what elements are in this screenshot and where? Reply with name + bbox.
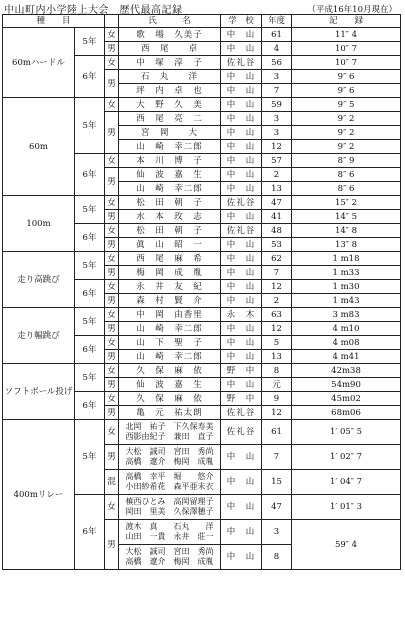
- year-cell: 56: [262, 56, 292, 70]
- year-cell: 3: [262, 126, 292, 140]
- grade-cell: 6年: [75, 336, 105, 364]
- sex-cell: 男: [105, 350, 119, 364]
- school-cell: 中 山: [221, 84, 262, 98]
- sex-cell: 女: [105, 56, 119, 70]
- grade-cell: 5年: [75, 196, 105, 224]
- record-cell: 1′ 01″ 3: [292, 495, 401, 520]
- year-cell: 12: [262, 140, 292, 154]
- grade-cell: 6年: [75, 224, 105, 252]
- sex-cell: 男: [105, 70, 119, 98]
- record-cell: 9″ 6: [292, 84, 401, 98]
- school-cell: 中 山: [221, 238, 262, 252]
- sex-cell: 女: [105, 495, 119, 520]
- header-record: 記 録: [292, 15, 401, 28]
- sex-cell: 女: [105, 308, 119, 322]
- name-cell: 亀 元 祐太朗: [119, 406, 221, 420]
- name-cell: 仙 波 嘉 生: [119, 168, 221, 182]
- header-event: 種 目: [3, 15, 105, 28]
- record-cell: 9″ 2: [292, 112, 401, 126]
- record-cell: 10″ 7: [292, 42, 401, 56]
- event-cell: 走り高跳び: [3, 252, 75, 308]
- school-cell: 中 山: [221, 495, 262, 520]
- event-cell: 60mハードル: [3, 28, 75, 98]
- record-cell: 4 m10: [292, 322, 401, 336]
- school-cell: 中 山: [221, 545, 262, 570]
- name-cell: 宮 岡 大: [119, 126, 221, 140]
- year-cell: 5: [262, 336, 292, 350]
- grade-cell: 5年: [75, 364, 105, 392]
- sex-cell: 女: [105, 154, 119, 168]
- record-cell: 59″ 4: [292, 520, 401, 570]
- event-cell: 400mリレー: [3, 420, 75, 570]
- name-cell: 眞 山 昭 一: [119, 238, 221, 252]
- year-cell: 元: [262, 378, 292, 392]
- grade-cell: 5年: [75, 252, 105, 280]
- school-cell: 中 山: [221, 350, 262, 364]
- sex-cell: 男: [105, 168, 119, 196]
- grade-cell: 5年: [75, 98, 105, 154]
- name-cell: 森 村 賢 介: [119, 294, 221, 308]
- year-cell: 53: [262, 238, 292, 252]
- name-cell: 西 尾 麻 希: [119, 252, 221, 266]
- sex-cell: 男: [105, 238, 119, 252]
- sex-cell: 女: [105, 392, 119, 406]
- record-cell: 9″ 2: [292, 126, 401, 140]
- table-row: [3, 308, 401, 322]
- record-cell: 4 m08: [292, 336, 401, 350]
- year-cell: 13: [262, 182, 292, 196]
- sex-cell: 女: [105, 252, 119, 266]
- sex-cell: 混: [105, 470, 119, 495]
- school-cell: 佐礼谷: [221, 420, 262, 445]
- school-cell: 中 山: [221, 98, 262, 112]
- school-cell: 中 山: [221, 154, 262, 168]
- year-cell: 61: [262, 28, 292, 42]
- record-cell: 8″ 6: [292, 182, 401, 196]
- school-cell: 佐礼谷: [221, 196, 262, 210]
- sex-cell: 男: [105, 322, 119, 336]
- school-cell: 中 山: [221, 470, 262, 495]
- school-cell: 中 山: [221, 140, 262, 154]
- sex-cell: 男: [105, 42, 119, 56]
- event-cell: 走り幅跳び: [3, 308, 75, 364]
- year-cell: 12: [262, 322, 292, 336]
- school-cell: 中 山: [221, 42, 262, 56]
- name-cell: 水 本 玫 志: [119, 210, 221, 224]
- year-cell: 2: [262, 294, 292, 308]
- sex-cell: 女: [105, 224, 119, 238]
- year-cell: 61: [262, 420, 292, 445]
- relay-names-line: 西影由紀子 兼田 直子: [125, 432, 214, 441]
- name-cell: 西 尾 亮 二: [119, 112, 221, 126]
- header-sex: [105, 15, 119, 28]
- relay-names-line: 高橋 遼介 梅岡 成胤: [125, 557, 214, 566]
- name-cell: 歌 場 久美子: [119, 28, 221, 42]
- relay-names-cell: [119, 420, 221, 445]
- relay-names-cell: [119, 445, 221, 470]
- page-title: 中山町内小学陸上大会 歴代最高記録: [4, 5, 183, 16]
- sex-cell: 男: [105, 266, 119, 280]
- name-cell: 大 野 久 美: [119, 98, 221, 112]
- school-cell: 中 山: [221, 112, 262, 126]
- name-cell: 山 崎 幸二郎: [119, 322, 221, 336]
- record-cell: 10″ 7: [292, 56, 401, 70]
- record-cell: 42m38: [292, 364, 401, 378]
- table-row: [3, 364, 401, 378]
- name-cell: 久 保 麻 依: [119, 392, 221, 406]
- record-cell: 11″ 4: [292, 28, 401, 42]
- name-cell: 西 尾 卓: [119, 42, 221, 56]
- table-row: [3, 420, 401, 445]
- header-name: 氏 名: [119, 15, 221, 28]
- name-cell: 久 保 麻 依: [119, 364, 221, 378]
- school-cell: 中 山: [221, 70, 262, 84]
- header-row: [3, 15, 401, 28]
- name-cell: 松 田 朝 子: [119, 224, 221, 238]
- sex-cell: 女: [105, 336, 119, 350]
- record-cell: 9″ 5: [292, 98, 401, 112]
- record-cell: 1′ 04″ 7: [292, 470, 401, 495]
- relay-names-line: 高橋 遼介 梅岡 成胤: [125, 457, 214, 466]
- sex-cell: 女: [105, 420, 119, 445]
- as-of-note: （平成16年10月現在）: [307, 5, 397, 15]
- relay-names-line: 大松 誠司 宮田 秀尚: [125, 547, 214, 556]
- year-cell: 3: [262, 112, 292, 126]
- sex-cell: 女: [105, 98, 119, 112]
- year-cell: 7: [262, 266, 292, 280]
- school-cell: 中 山: [221, 266, 262, 280]
- year-cell: 57: [262, 154, 292, 168]
- grade-cell: 6年: [75, 154, 105, 196]
- record-cell: 1 m30: [292, 280, 401, 294]
- grade-cell: 5年: [75, 308, 105, 336]
- school-cell: 中 山: [221, 336, 262, 350]
- record-cell: 15″ 2: [292, 196, 401, 210]
- record-cell: 4 m41: [292, 350, 401, 364]
- record-cell: 68m06: [292, 406, 401, 420]
- record-cell: 14″ 5: [292, 210, 401, 224]
- sex-cell: 男: [105, 112, 119, 154]
- name-cell: 永 井 友 紀: [119, 280, 221, 294]
- year-cell: 63: [262, 308, 292, 322]
- name-cell: 松 田 朝 子: [119, 196, 221, 210]
- school-cell: 中 山: [221, 322, 262, 336]
- school-cell: 中 山: [221, 280, 262, 294]
- sex-cell: 女: [105, 364, 119, 378]
- year-cell: 47: [262, 495, 292, 520]
- year-cell: 12: [262, 280, 292, 294]
- event-cell: ソフトボール投げ: [3, 364, 75, 420]
- grade-cell: 5年: [75, 420, 105, 495]
- relay-names-line: 高橋 幸平 堀 悠介: [125, 472, 214, 481]
- record-cell: 54m90: [292, 378, 401, 392]
- year-cell: 59: [262, 98, 292, 112]
- school-cell: 野 中: [221, 392, 262, 406]
- name-cell: 山 下 聖 子: [119, 336, 221, 350]
- school-cell: 中 山: [221, 445, 262, 470]
- school-cell: 中 山: [221, 378, 262, 392]
- school-cell: 中 山: [221, 252, 262, 266]
- record-cell: 9″ 6: [292, 70, 401, 84]
- table-row: [3, 252, 401, 266]
- record-cell: 45m02: [292, 392, 401, 406]
- header-year: 年度: [262, 15, 292, 28]
- school-cell: 佐礼谷: [221, 56, 262, 70]
- year-cell: 7: [262, 84, 292, 98]
- record-cell: 1 m43: [292, 294, 401, 308]
- school-cell: 永 木: [221, 308, 262, 322]
- year-cell: 41: [262, 210, 292, 224]
- grade-cell: 5年: [75, 28, 105, 56]
- year-cell: 48: [262, 224, 292, 238]
- relay-names-line: 渡木 真 石丸 洋: [125, 522, 214, 531]
- year-cell: 8: [262, 364, 292, 378]
- relay-names-cell: [119, 495, 221, 520]
- record-cell: 1 m33: [292, 266, 401, 280]
- name-cell: 中 塚 淳 子: [119, 56, 221, 70]
- name-cell: 山 崎 幸二郎: [119, 350, 221, 364]
- event-cell: 100m: [3, 196, 75, 252]
- record-cell: 8″ 9: [292, 154, 401, 168]
- record-cell: 9″ 2: [292, 140, 401, 154]
- record-cell: 14″ 8: [292, 224, 401, 238]
- school-cell: 中 山: [221, 520, 262, 545]
- year-cell: 9: [262, 392, 292, 406]
- name-cell: 梅 岡 成 胤: [119, 266, 221, 280]
- year-cell: 2: [262, 168, 292, 182]
- relay-names-line: 槙西ひとみ 高岡留理子: [125, 497, 214, 506]
- year-cell: 15: [262, 470, 292, 495]
- grade-cell: 6年: [75, 495, 105, 570]
- school-cell: 中 山: [221, 210, 262, 224]
- year-cell: 7: [262, 445, 292, 470]
- name-cell: 山 崎 幸二郎: [119, 140, 221, 154]
- record-cell: 1′ 05″ 5: [292, 420, 401, 445]
- name-cell: 石 丸 洋: [119, 70, 221, 84]
- sex-cell: 男: [105, 294, 119, 308]
- grade-cell: 6年: [75, 392, 105, 420]
- year-cell: 3: [262, 520, 292, 545]
- record-cell: 8″ 6: [292, 168, 401, 182]
- sex-cell: 女: [105, 28, 119, 42]
- sex-cell: 男: [105, 210, 119, 224]
- relay-names-line: 小田紗希花 森平亜未衣: [125, 482, 214, 491]
- name-cell: 本 川 博 子: [119, 154, 221, 168]
- relay-names-line: 山田 一貴 永井 莊一: [125, 532, 214, 541]
- sex-cell: 女: [105, 196, 119, 210]
- record-cell: 3 m83: [292, 308, 401, 322]
- table-row: [3, 28, 401, 42]
- year-cell: 47: [262, 196, 292, 210]
- school-cell: 佐礼谷: [221, 224, 262, 238]
- year-cell: 4: [262, 42, 292, 56]
- sex-cell: 男: [105, 520, 119, 570]
- table-row: [3, 98, 401, 112]
- year-cell: 3: [262, 70, 292, 84]
- school-cell: 中 山: [221, 28, 262, 42]
- name-cell: 仙 波 嘉 生: [119, 378, 221, 392]
- record-cell: 1 m18: [292, 252, 401, 266]
- sex-cell: 男: [105, 406, 119, 420]
- record-cell: 1′ 02″ 7: [292, 445, 401, 470]
- relay-names-line: 大松 誠司 宮田 秀尚: [125, 447, 214, 456]
- school-cell: 佐礼谷: [221, 406, 262, 420]
- relay-names-line: 岡田 里美 久保澤穂子: [125, 507, 214, 516]
- relay-names-cell: [119, 520, 221, 545]
- sex-cell: 男: [105, 445, 119, 470]
- record-cell: 13″ 8: [292, 238, 401, 252]
- sex-cell: 男: [105, 378, 119, 392]
- grade-cell: 6年: [75, 56, 105, 98]
- grade-cell: 6年: [75, 280, 105, 308]
- name-cell: 坪 内 卓 也: [119, 84, 221, 98]
- school-cell: 中 山: [221, 182, 262, 196]
- name-cell: 山 崎 幸二郎: [119, 182, 221, 196]
- year-cell: 62: [262, 252, 292, 266]
- relay-names-cell: [119, 470, 221, 495]
- event-cell: 60m: [3, 98, 75, 196]
- year-cell: 13: [262, 350, 292, 364]
- school-cell: 中 山: [221, 126, 262, 140]
- sex-cell: 女: [105, 280, 119, 294]
- school-cell: 中 山: [221, 294, 262, 308]
- relay-names-line: 北岡 祐子 下久保寿美: [125, 422, 214, 431]
- year-cell: 12: [262, 406, 292, 420]
- header-school: 学 校: [221, 15, 262, 28]
- table-row: [3, 196, 401, 210]
- records-table: [2, 14, 401, 570]
- school-cell: 中 山: [221, 168, 262, 182]
- year-cell: 8: [262, 545, 292, 570]
- relay-names-cell: [119, 545, 221, 570]
- school-cell: 野 中: [221, 364, 262, 378]
- name-cell: 中 岡 由香里: [119, 308, 221, 322]
